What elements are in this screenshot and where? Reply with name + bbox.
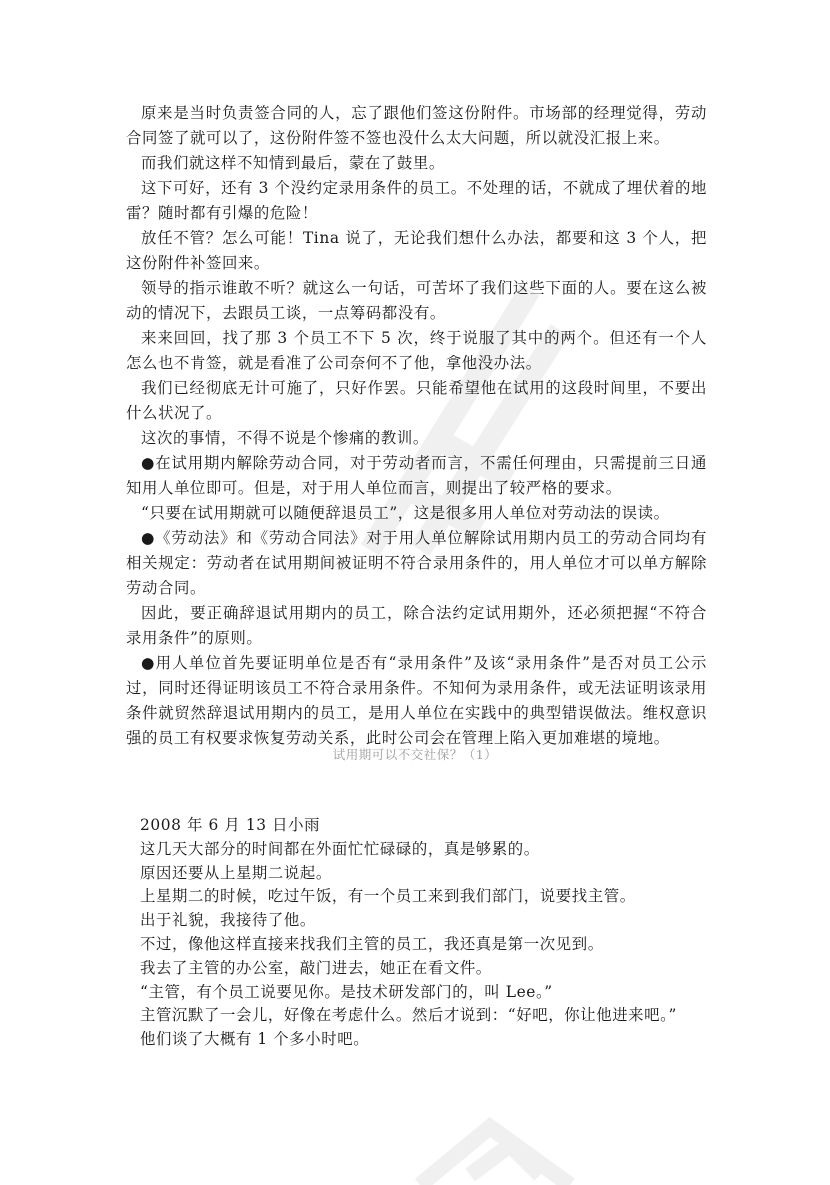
paragraph: 这下可好，还有 3 个没约定录用条件的员工。不处理的话，不就成了埋伏着的地雷？随时都有引爆的危险！ [126,179,707,222]
paragraph: 这几天大部分的时间都在外面忙忙碌碌的，真是够累的。 [140,839,540,858]
paragraph: 来来回回，找了那 3 个员工不下 5 次，终于说服了其中的两个。但还有一个人怎么也不肯签，就是看准了公司奈何不了他，拿他没办法。 [126,329,707,372]
paragraph: 我去了主管的办公室，敲门进去，她正在看文件。 [140,958,492,977]
watermark-logo-bottom-icon [410,1115,610,1185]
body-section-1 [126,101,707,751]
paragraph: 因此，要正确辞退试用期内的员工，除合法约定试用期外，还必须把握“不符合录用条件”的原则。 [126,604,707,647]
paragraph: “只要在试用期就可以随便辞退员工”，这是很多用人单位对劳动法的误读。 [141,504,670,522]
paragraph: 放任不管？怎么可能！Tina 说了，无论我们想什么办法，都要和这 3 个人，把这份附件补签回来。 [126,229,707,272]
paragraph: 出于礼貌，我接待了他。 [140,911,316,930]
paragraph: 原来是当时负责签合同的人，忘了跟他们签这份附件。市场部的经理觉得，劳动合同签了就可以了，这份附件签不签也没什么太大问题，所以就没汇报上来。 [126,104,707,147]
bullet-paragraph: ●在试用期内解除劳动合同，对于劳动者而言，不需任何理由，只需提前三日通知用人单位即可。但是，对于用人单位而言，则提出了较严格的要求。 [126,454,707,497]
paragraph: 上星期二的时候，吃过午饭，有一个员工来到我们部门，说要找主管。 [140,887,636,906]
paragraph: 而我们就这样不知情到最后，蒙在了鼓里。 [141,154,445,172]
bullet-paragraph: ●用人单位首先要证明单位是否有“录用条件”及该“录用条件”是否对员工公示过，同时还得证明该员工不符合录用条件。不知何为录用条件，或无法证明该录用条件就贸然辞退试用期内的员工，是用人单位在实践中的典型错误做法。维权意识强的员工有权要求恢复劳动关系，此时公司会在管理上陷入更加难堪的境地。 [126,654,707,747]
section-title: 试用期可以不交社保？（1） [332,747,498,762]
paragraph: 不过，像他这样直接来找我们主管的员工，我还真是第一次见到。 [140,934,604,953]
paragraph: 他们谈了大概有 1 个多小时吧。 [140,1030,370,1049]
paragraph: 主管沉默了一会儿，好像在考虑什么。然后才说到：“好吧，你让他进来吧。” [140,1006,677,1025]
bullet-paragraph: ●《劳动法》和《劳动合同法》对于用人单位解除试用期内员工的劳动合同均有相关规定：劳动者在试用期间被证明不符合录用条件的，用人单位才可以单方解除劳动合同。 [126,529,707,597]
paragraph: 原因还要从上星期二说起。 [140,863,332,882]
paragraph: “主管，有个员工说要见你。是技术研发部门的，叫 Lee。” [140,982,553,1001]
paragraph: 我们已经彻底无计可施了，只好作罢。只能希望他在试用的这段时间里，不要出什么状况了。 [126,379,707,422]
paragraph: 领导的指示谁敢不听？就这么一句话，可苦坏了我们这些下面的人。要在这么被动的情况下，去跟员工谈，一点筹码都没有。 [126,279,707,322]
date-line: 2008 年 6 月 13 日小雨 [140,816,321,834]
paragraph: 这次的事情，不得不说是个惨痛的教训。 [141,429,429,447]
body-section-2 [140,814,707,1052]
